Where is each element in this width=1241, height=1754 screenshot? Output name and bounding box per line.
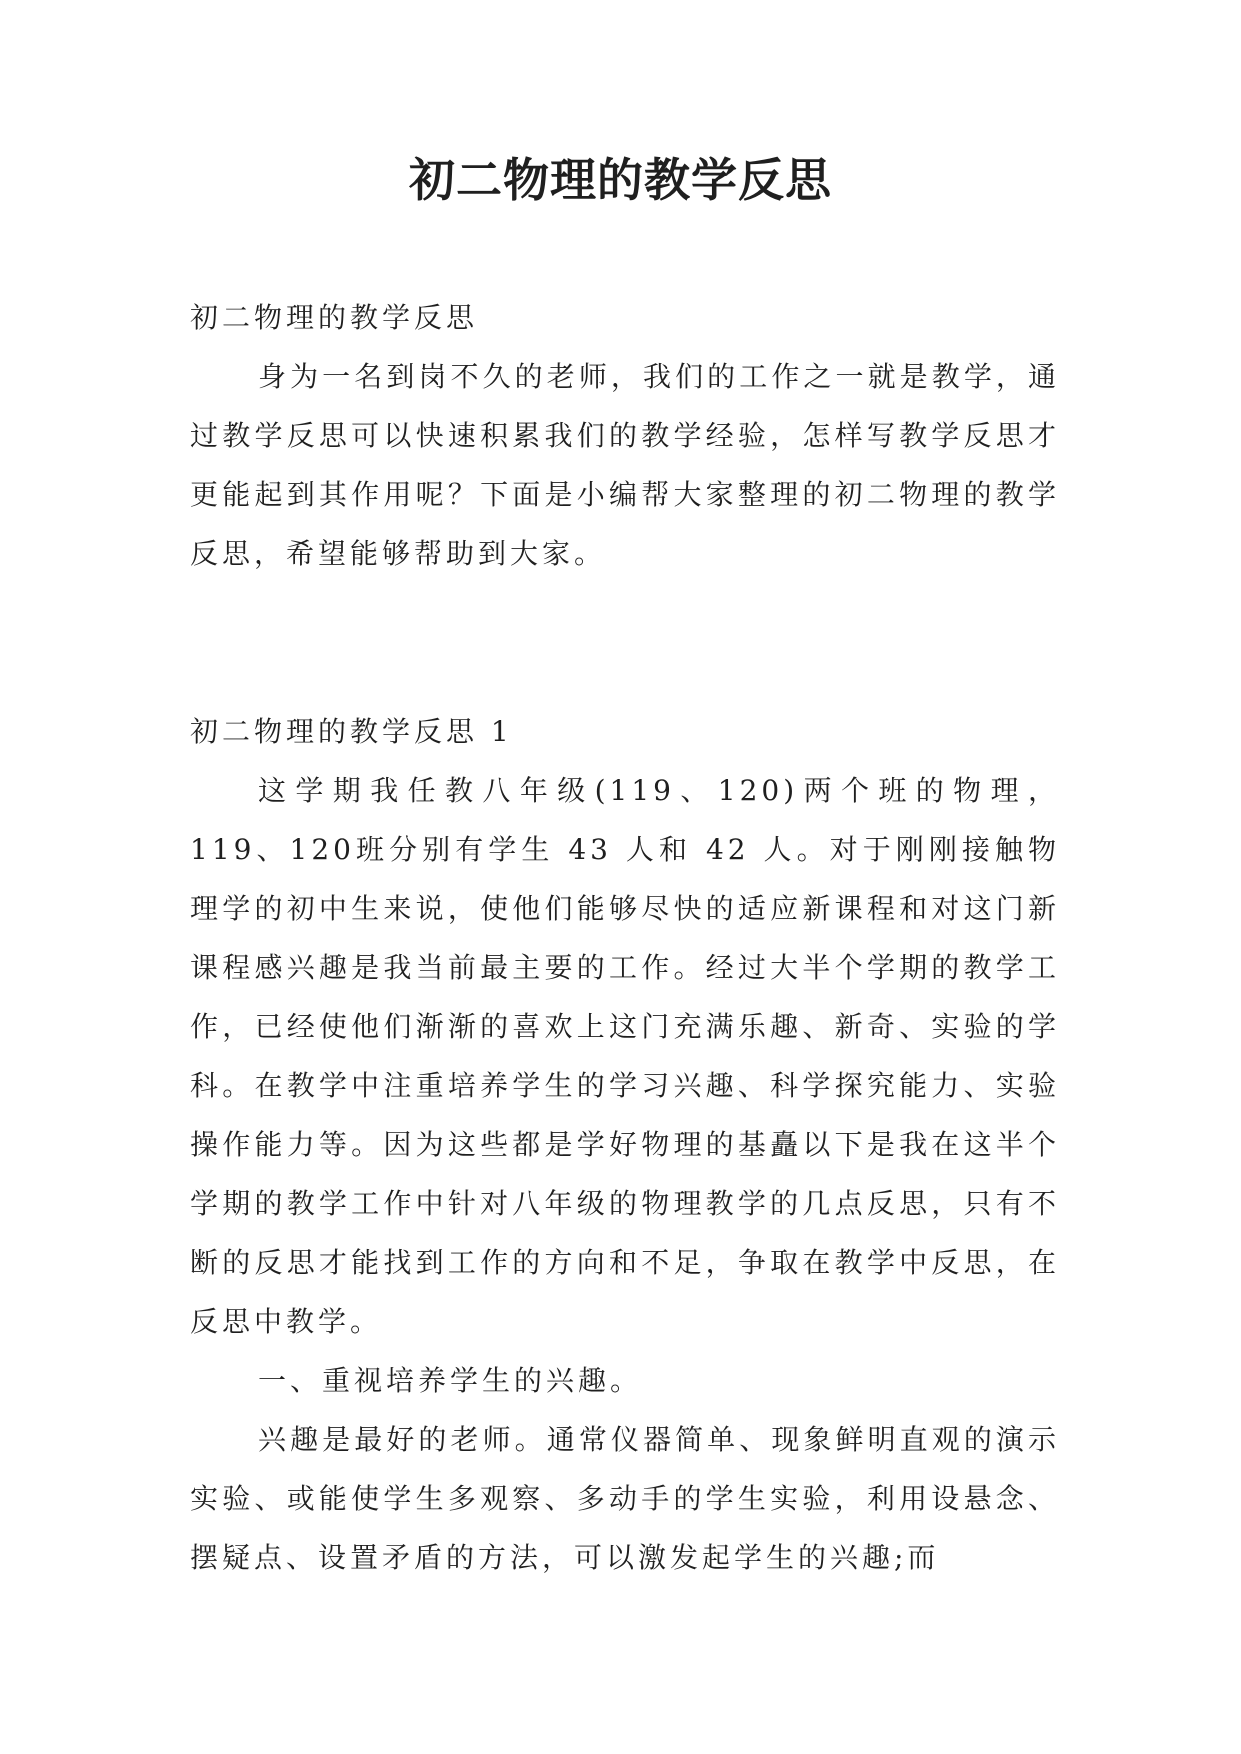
intro-section bbox=[190, 288, 1060, 583]
section-1-paragraph: 这学期我任教八年级(119、120)两个班的物理，119、120班分别有学生 43 人和 42 人。对于刚刚接触物理学的初中生来说，使他们能够尽快的适应新课程和对这门新课程感兴趣是我当前最主要的工作。经过大半个学期的教学工作，已经使他们渐渐的喜欢上这门充满乐趣、新奇、实验的学科。在教学中注重培养学生的学习兴趣、科学探究能力、实验操作能力等。因为这些都是学好物理的基矗以下是我在这半个学期的教学工作中针对八年级的物理教学的几点反思，只有不断的反思才能找到工作的方向和不足，争取在教学中反思，在反思中教学。 bbox=[190, 774, 1060, 1338]
document-title: 初二物理的教学反思 bbox=[409, 153, 832, 207]
intro-heading: 初二物理的教学反思 bbox=[190, 301, 479, 334]
section-1-point-1-paragraph: 兴趣是最好的老师。通常仪器简单、现象鲜明直观的演示实验、或能使学生多观察、多动手的学生实验，利用设悬念、摆疑点、设置矛盾的方法，可以激发起学生的兴趣;而 bbox=[190, 1423, 1060, 1574]
intro-paragraph: 身为一名到岗不久的老师，我们的工作之一就是教学，通过教学反思可以快速积累我们的教学经验，怎样写教学反思才更能起到其作用呢？下面是小编帮大家整理的初二物理的教学反思，希望能够帮助到大家。 bbox=[190, 360, 1060, 570]
section-1 bbox=[190, 702, 1060, 1587]
section-1-heading: 初二物理的教学反思 1 bbox=[190, 715, 513, 748]
section-1-point-1-heading: 一、重视培养学生的兴趣。 bbox=[258, 1364, 643, 1397]
